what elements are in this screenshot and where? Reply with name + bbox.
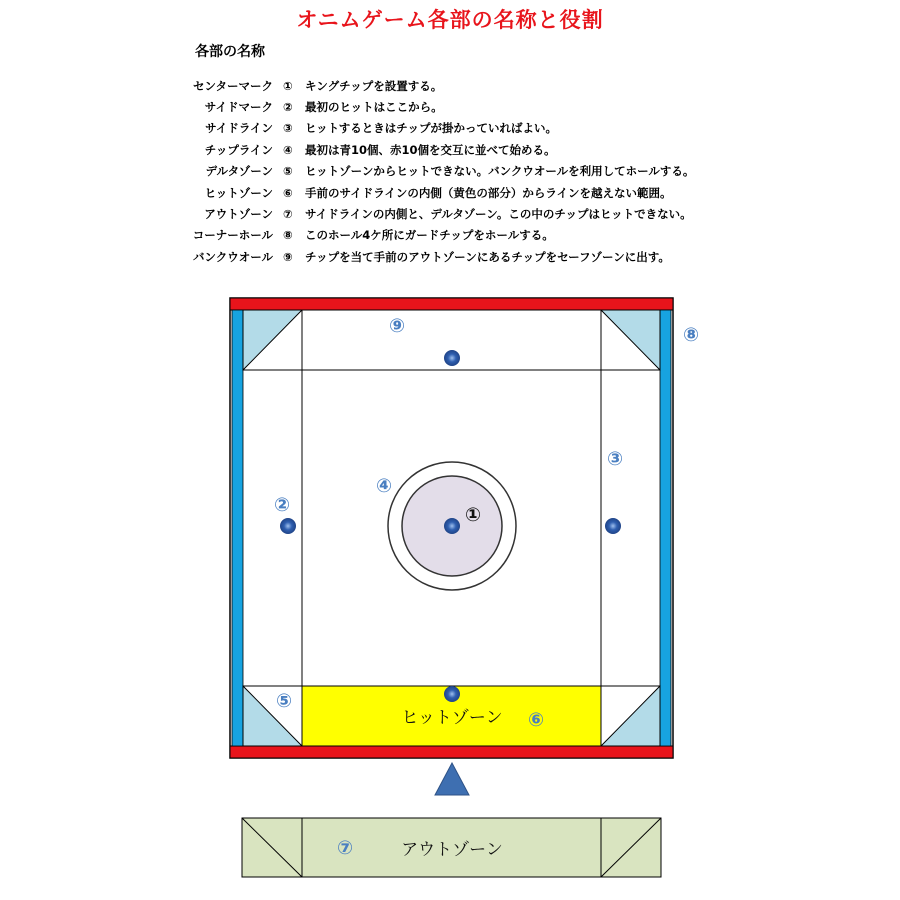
- left-bank-wall: [232, 310, 243, 746]
- direction-arrow: [435, 763, 469, 795]
- term-name: サイドライン: [205, 121, 273, 136]
- bottom-bank-wall: [230, 746, 673, 758]
- term-number: ⑧: [283, 228, 293, 243]
- corner-hole-top-right: [601, 310, 660, 370]
- marker-3: ③: [606, 448, 624, 470]
- term-name: アウトゾーン: [204, 207, 273, 222]
- term-number: ⑤: [283, 164, 293, 179]
- marker-4: ④: [375, 475, 393, 497]
- term-name: センターマーク: [192, 78, 273, 93]
- top-bank-wall: [230, 298, 673, 310]
- corner-hole-top-left: [243, 310, 302, 370]
- term-description: このホール4ケ所にガードチップをホールする。: [305, 228, 554, 243]
- term-description: チップを当て手前のアウトゾーンにあるチップをセーフゾーンに出す。: [305, 249, 670, 264]
- term-name: ヒットゾーン: [204, 185, 273, 200]
- center-chip: [444, 518, 460, 534]
- marker-7: ⑦: [336, 837, 354, 859]
- term-description: サイドラインの内側と、デルタゾーン。この中のチップはヒットできない。: [305, 207, 692, 222]
- chip-right: [605, 518, 621, 534]
- term-number: ⑨: [283, 249, 293, 264]
- marker-2: ②: [273, 494, 291, 516]
- marker-6: ⑥: [527, 709, 545, 731]
- out-zone-label: アウトゾーン: [401, 840, 503, 860]
- term-name: デルタゾーン: [205, 164, 273, 179]
- page-title: オニムゲーム各部の名称と役割: [296, 8, 604, 32]
- term-name: サイドマーク: [204, 100, 273, 115]
- marker-5: ⑤: [275, 690, 293, 712]
- term-description: ヒットゾーンからヒットできない。バンクウオールを利用してホールする。: [305, 164, 695, 179]
- chip-bottom: [444, 686, 460, 702]
- term-name: チップライン: [204, 142, 273, 157]
- term-number: ③: [283, 121, 293, 136]
- term-description: 最初のヒットはここから。: [305, 100, 443, 115]
- marker-8: ⑧: [682, 324, 700, 346]
- marker-9: ⑨: [388, 315, 406, 337]
- corner-hole-bottom-left: [243, 686, 302, 746]
- term-description: 最初は青10個、赤10個を交互に並べて始める。: [305, 142, 556, 157]
- term-description: 手前のサイドラインの内側（黄色の部分）からラインを越えない範囲。: [305, 185, 672, 200]
- hit-zone-label: ヒットゾーン: [401, 708, 503, 728]
- section-subtitle: 各部の名称: [195, 44, 265, 60]
- term-description: キングチップを設置する。: [305, 78, 443, 93]
- term-number: ②: [283, 100, 293, 115]
- term-number: ④: [283, 142, 293, 157]
- chip-left: [280, 518, 296, 534]
- right-bank-wall: [660, 310, 671, 746]
- marker-1: ①: [464, 504, 482, 526]
- term-name: コーナーホール: [192, 228, 273, 243]
- term-number: ①: [283, 78, 293, 93]
- term-number: ⑦: [283, 207, 293, 222]
- chip-top: [444, 350, 460, 366]
- term-number: ⑥: [283, 185, 293, 200]
- term-name: バンクウオール: [192, 249, 273, 264]
- corner-hole-bottom-right: [601, 686, 660, 746]
- term-description: ヒットするときはチップが掛かっていればよい。: [305, 121, 557, 136]
